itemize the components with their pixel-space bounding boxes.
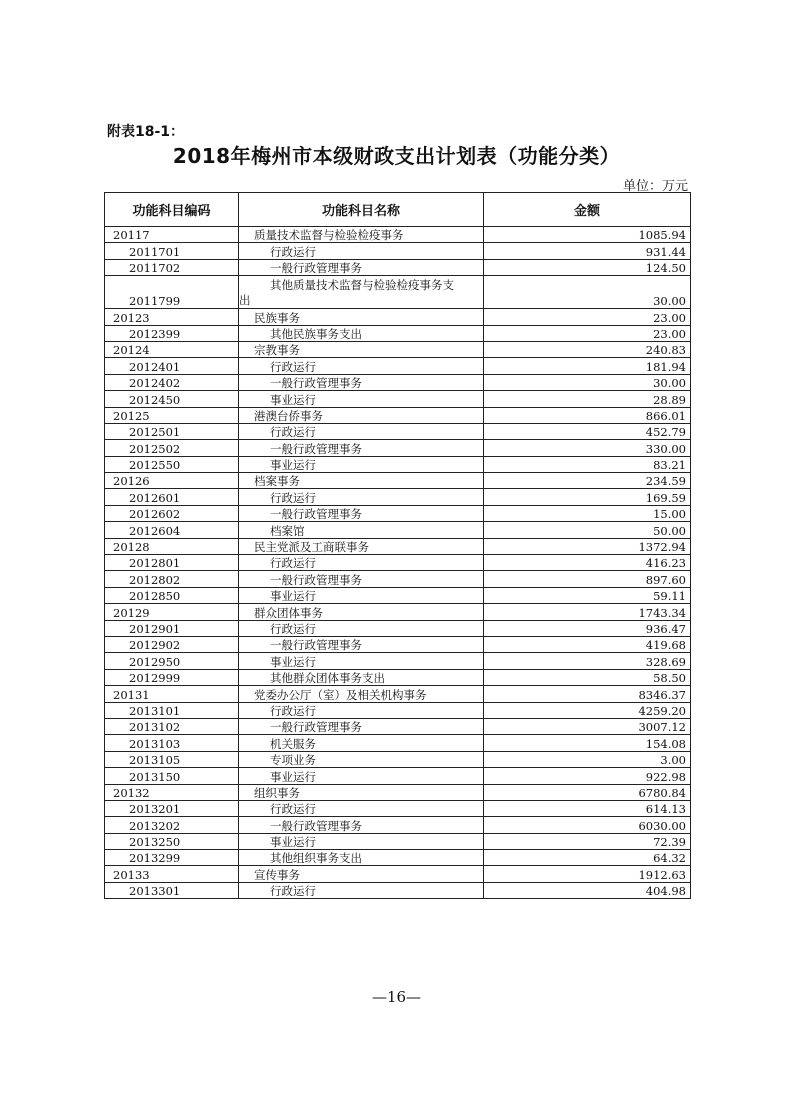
row-name: 一般行政管理事务 [239,718,484,734]
row-code: 2012401 [105,358,239,374]
table-row [105,440,691,456]
table-header-row [105,193,691,227]
row-name: 事业运行 [239,587,484,603]
row-amount: 1743.34 [484,604,691,620]
row-amount: 6780.84 [484,784,691,800]
row-amount: 328.69 [484,653,691,669]
row-amount: 419.68 [484,636,691,652]
row-code: 2011702 [105,259,239,275]
row-amount: 922.98 [484,768,691,784]
row-amount: 4259.20 [484,702,691,718]
row-code: 2011701 [105,243,239,259]
row-name: 民主党派及工商联事务 [239,538,484,554]
row-amount: 3007.12 [484,718,691,734]
row-code: 20126 [105,473,239,489]
table-row [105,227,691,243]
row-name: 质量技术监督与检验检疫事务 [239,227,484,243]
row-amount: 3.00 [484,751,691,767]
row-amount: 23.00 [484,309,691,325]
row-code: 2011799 [105,276,239,309]
row-amount: 240.83 [484,341,691,357]
row-name: 一般行政管理事务 [239,571,484,587]
row-code: 2013102 [105,718,239,734]
table-row [105,669,691,685]
page-number: —16— [371,988,422,1006]
table-row [105,850,691,866]
row-name: 组织事务 [239,784,484,800]
row-name: 行政运行 [239,555,484,571]
table-row [105,489,691,505]
row-amount: 169.59 [484,489,691,505]
row-code: 2012601 [105,489,239,505]
row-name: 专项业务 [239,751,484,767]
row-name: 党委办公厅（室）及相关机构事务 [239,686,484,702]
table-row [105,473,691,489]
row-amount: 30.00 [484,374,691,390]
row-code: 2012801 [105,555,239,571]
table-row [105,374,691,390]
table-row [105,522,691,538]
row-amount: 404.98 [484,882,691,898]
row-name: 事业运行 [239,653,484,669]
table-row [105,800,691,816]
row-code: 2012502 [105,440,239,456]
row-amount: 8346.37 [484,686,691,702]
header-code: 功能科目编码 [105,193,239,227]
row-code: 2012402 [105,374,239,390]
row-amount: 58.50 [484,669,691,685]
table-row [105,751,691,767]
row-code: 20117 [105,227,239,243]
row-amount: 416.23 [484,555,691,571]
row-name: 港澳台侨事务 [239,407,484,423]
table-row [105,341,691,357]
row-code: 20132 [105,784,239,800]
row-amount: 614.13 [484,800,691,816]
table-row [105,456,691,472]
row-amount: 15.00 [484,505,691,521]
row-name: 其他民族事务支出 [239,325,484,341]
page-title: 2018年梅州市本级财政支出计划表（功能分类） [172,144,621,168]
appendix-label: 附表18-1： [107,124,185,140]
row-code: 2013201 [105,800,239,816]
row-name: 一般行政管理事务 [239,440,484,456]
row-name: 事业运行 [239,768,484,784]
row-code: 20128 [105,538,239,554]
row-amount: 124.50 [484,259,691,275]
row-name: 宗教事务 [239,341,484,357]
row-amount: 28.89 [484,391,691,407]
table-row [105,259,691,275]
table-row [105,391,691,407]
row-name: 机关服务 [239,735,484,751]
row-name: 事业运行 [239,833,484,849]
row-amount: 866.01 [484,407,691,423]
row-code: 2012550 [105,456,239,472]
row-code: 2012604 [105,522,239,538]
table-row [105,587,691,603]
row-name: 行政运行 [239,702,484,718]
row-amount: 181.94 [484,358,691,374]
row-name: 行政运行 [239,243,484,259]
table-row [105,620,691,636]
row-code: 2012950 [105,653,239,669]
row-name: 事业运行 [239,391,484,407]
row-amount: 64.32 [484,850,691,866]
row-name-line-2: 出 [239,293,251,308]
row-amount: 452.79 [484,423,691,439]
row-code: 2013150 [105,768,239,784]
row-name: 行政运行 [239,423,484,439]
row-amount: 234.59 [484,473,691,489]
table-row [105,866,691,882]
row-code: 2013103 [105,735,239,751]
table-row [105,358,691,374]
row-code: 2012902 [105,636,239,652]
row-code: 20125 [105,407,239,423]
table-row [105,735,691,751]
row-amount: 83.21 [484,456,691,472]
row-code: 2013301 [105,882,239,898]
row-amount: 1912.63 [484,866,691,882]
row-name: 其他群众团体事务支出 [239,669,484,685]
row-name: 档案事务 [239,473,484,489]
table-row [105,505,691,521]
row-name: 民族事务 [239,309,484,325]
row-amount: 23.00 [484,325,691,341]
row-amount: 30.00 [484,276,691,309]
row-code: 2012850 [105,587,239,603]
row-name: 行政运行 [239,620,484,636]
row-amount: 1372.94 [484,538,691,554]
row-code: 20124 [105,341,239,357]
row-code: 20129 [105,604,239,620]
row-name: 行政运行 [239,489,484,505]
table-row [105,686,691,702]
table-row [105,718,691,734]
row-name: 一般行政管理事务 [239,259,484,275]
table-row [105,604,691,620]
row-code: 2013299 [105,850,239,866]
row-code: 2013105 [105,751,239,767]
row-name: 事业运行 [239,456,484,472]
table-row [105,423,691,439]
row-name: 行政运行 [239,882,484,898]
row-name: 一般行政管理事务 [239,505,484,521]
table-row [105,784,691,800]
row-name: 一般行政管理事务 [239,636,484,652]
row-amount: 6030.00 [484,817,691,833]
table-row [105,833,691,849]
row-code: 2012802 [105,571,239,587]
table-row [105,538,691,554]
row-amount: 897.60 [484,571,691,587]
row-code: 20123 [105,309,239,325]
row-code: 2012450 [105,391,239,407]
unit-label: 单位：万元 [622,179,688,194]
table-row [105,653,691,669]
table-row [105,407,691,423]
row-amount: 154.08 [484,735,691,751]
row-code: 2012999 [105,669,239,685]
row-code: 20131 [105,686,239,702]
row-name-line-1: 其他质量技术监督与检验检疫事务支 [270,278,454,293]
row-name: 群众团体事务 [239,604,484,620]
row-name: 一般行政管理事务 [239,817,484,833]
row-amount: 936.47 [484,620,691,636]
row-code: 20133 [105,866,239,882]
table-row [105,243,691,259]
row-amount: 1085.94 [484,227,691,243]
table-row [105,555,691,571]
table-row [105,309,691,325]
row-code: 2013250 [105,833,239,849]
row-name: 行政运行 [239,800,484,816]
table-row [105,276,691,309]
table-row [105,882,691,898]
row-code: 2012501 [105,423,239,439]
row-name: 行政运行 [239,358,484,374]
row-code: 2012901 [105,620,239,636]
table-row [105,571,691,587]
row-amount: 72.39 [484,833,691,849]
table-row [105,702,691,718]
row-amount: 59.11 [484,587,691,603]
header-name: 功能科目名称 [239,193,484,227]
row-code: 2012399 [105,325,239,341]
row-name: 其他组织事务支出 [239,850,484,866]
table-row [105,768,691,784]
row-code: 2013202 [105,817,239,833]
row-name: 一般行政管理事务 [239,374,484,390]
row-amount: 330.00 [484,440,691,456]
table-body [105,227,691,899]
expenditure-table [104,192,691,899]
row-code: 2013101 [105,702,239,718]
table-row [105,325,691,341]
table-row [105,636,691,652]
row-name [239,276,484,309]
row-amount: 931.44 [484,243,691,259]
row-name: 档案馆 [239,522,484,538]
header-amount: 金额 [484,193,691,227]
row-amount: 50.00 [484,522,691,538]
row-name: 宣传事务 [239,866,484,882]
row-code: 2012602 [105,505,239,521]
table-row [105,817,691,833]
